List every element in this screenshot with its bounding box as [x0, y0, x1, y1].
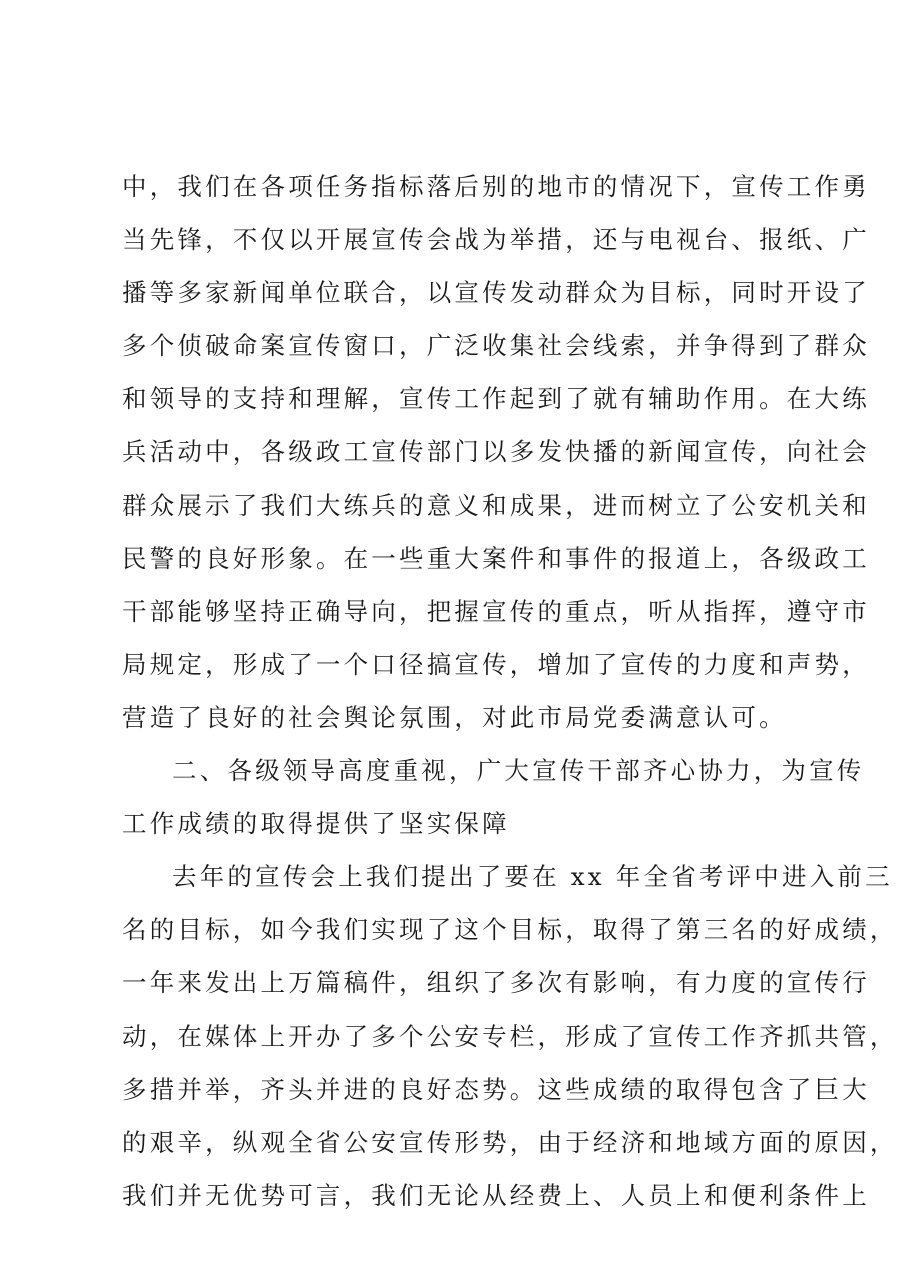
text-line: 我们并无优势可言，我们无论从经费上、人员上和便利条件上: [122, 1180, 870, 1210]
text-line: 多个侦破命案宣传窗口，广泛收集社会线索，并争得到了群众: [122, 331, 870, 361]
text-line: 名的目标，如今我们实现了这个目标，取得了第三名的好成绩，: [122, 915, 898, 945]
body-text: [122, 160, 898, 1222]
text-line: 和领导的支持和理解，宣传工作起到了就有辅助作用。在大练: [122, 384, 870, 414]
text-line: 的艰辛，纵观全省公安宣传形势，由于经济和地域方面的原因，: [122, 1127, 898, 1157]
text-line: 群众展示了我们大练兵的意义和成果，进而树立了公安机关和: [122, 490, 870, 520]
text-line: 一年来发出上万篇稿件，组织了多次有影响，有力度的宣传行: [122, 968, 870, 998]
text-line: 营造了良好的社会舆论氛围，对此市局党委满意认可。: [122, 702, 787, 732]
section-heading-line: 二、各级领导高度重视，广大宣传干部齐心协力，为宣传: [172, 756, 865, 786]
text-line: 兵活动中，各级政工宣传部门以多发快播的新闻宣传，向社会: [122, 437, 870, 467]
text-line: 局规定，形成了一个口径搞宣传，增加了宣传的力度和声势，: [122, 649, 870, 679]
text-line: 动，在媒体上开办了多个公安专栏，形成了宣传工作齐抓共管，: [122, 1021, 898, 1051]
text-line: 多措并举，齐头并进的良好态势。这些成绩的取得包含了巨大: [122, 1074, 870, 1104]
text-line: 播等多家新闻单位联合，以宣传发动群众为目标，同时开设了: [122, 278, 870, 308]
text-line: 民警的良好形象。在一些重大案件和事件的报道上，各级政工: [122, 543, 870, 573]
section-heading-line: 工作成绩的取得提供了坚实保障: [122, 809, 510, 839]
text-line: 当先锋，不仅以开展宣传会战为举措，还与电视台、报纸、广: [122, 225, 870, 255]
text-line: 干部能够坚持正确导向，把握宣传的重点，听从指挥，遵守市: [122, 596, 870, 626]
text-line: 中，我们在各项任务指标落后别的地市的情况下，宣传工作勇: [122, 172, 870, 201]
text-line: 去年的宣传会上我们提出了要在 xx 年全省考评中进入前三: [172, 862, 893, 892]
